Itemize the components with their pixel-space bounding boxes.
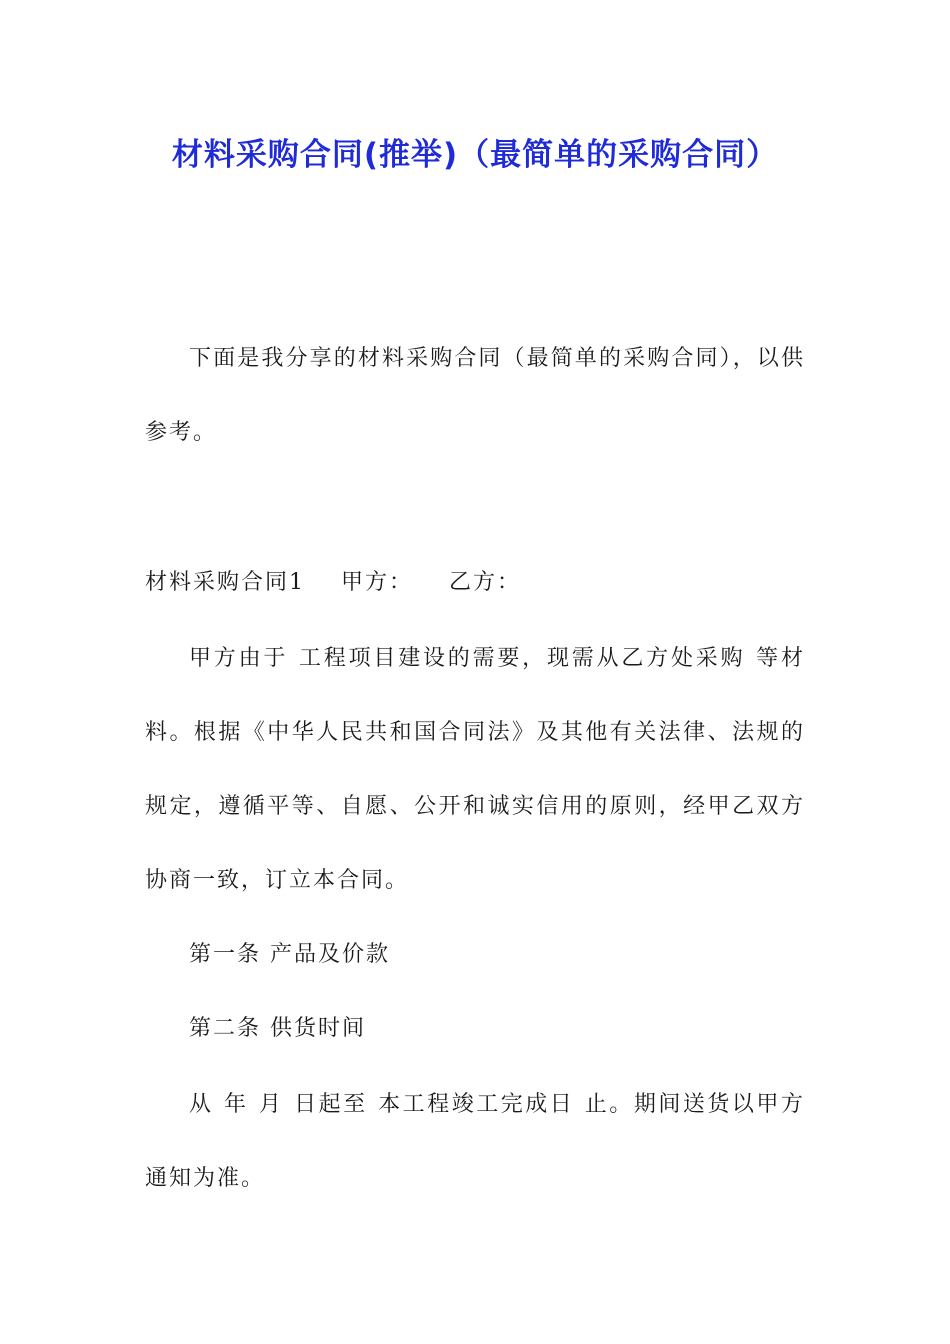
paragraph-purpose-part1: 甲方由于 [189, 646, 289, 671]
supply-end: 本工程竣工完成日 [377, 1092, 575, 1117]
article-2-heading: 第二条 供货时间 [189, 1016, 366, 1041]
supply-month: 月 [258, 1092, 284, 1117]
supply-time-paragraph [145, 1068, 805, 1216]
paragraph-purpose-part2: 工程项目建设的需要，现需从乙方处采购 [298, 646, 746, 671]
party-b-label: 乙方： [449, 570, 522, 595]
intro-paragraph: 下面是我分享的材料采购合同（最简单的采购合同），以供参考。 [145, 346, 805, 445]
document-title: 材料采购合同(推举)（最简单的采购合同） [171, 137, 779, 173]
supply-day: 日起至 [293, 1092, 368, 1117]
contract-heading: 材料采购合同1 [145, 570, 305, 595]
contract-heading-line [145, 546, 805, 620]
supply-year: 年 [223, 1092, 249, 1117]
article-1-heading: 第一条 产品及价款 [189, 942, 390, 967]
party-a-label: 甲方： [341, 570, 414, 595]
supply-from: 从 [189, 1092, 214, 1117]
paragraph-purpose [145, 622, 805, 918]
supply-tail: 止。期间送货以甲方通知为准。 [145, 1092, 805, 1191]
paragraph-purpose-part3: 等材料。根据《中华人民共和国合同法》及其他有关法律、法规的规定，遵循平等、自愿、公开和诚实信用的原则，经甲乙双方协商一致，订立本合同。 [145, 646, 805, 893]
